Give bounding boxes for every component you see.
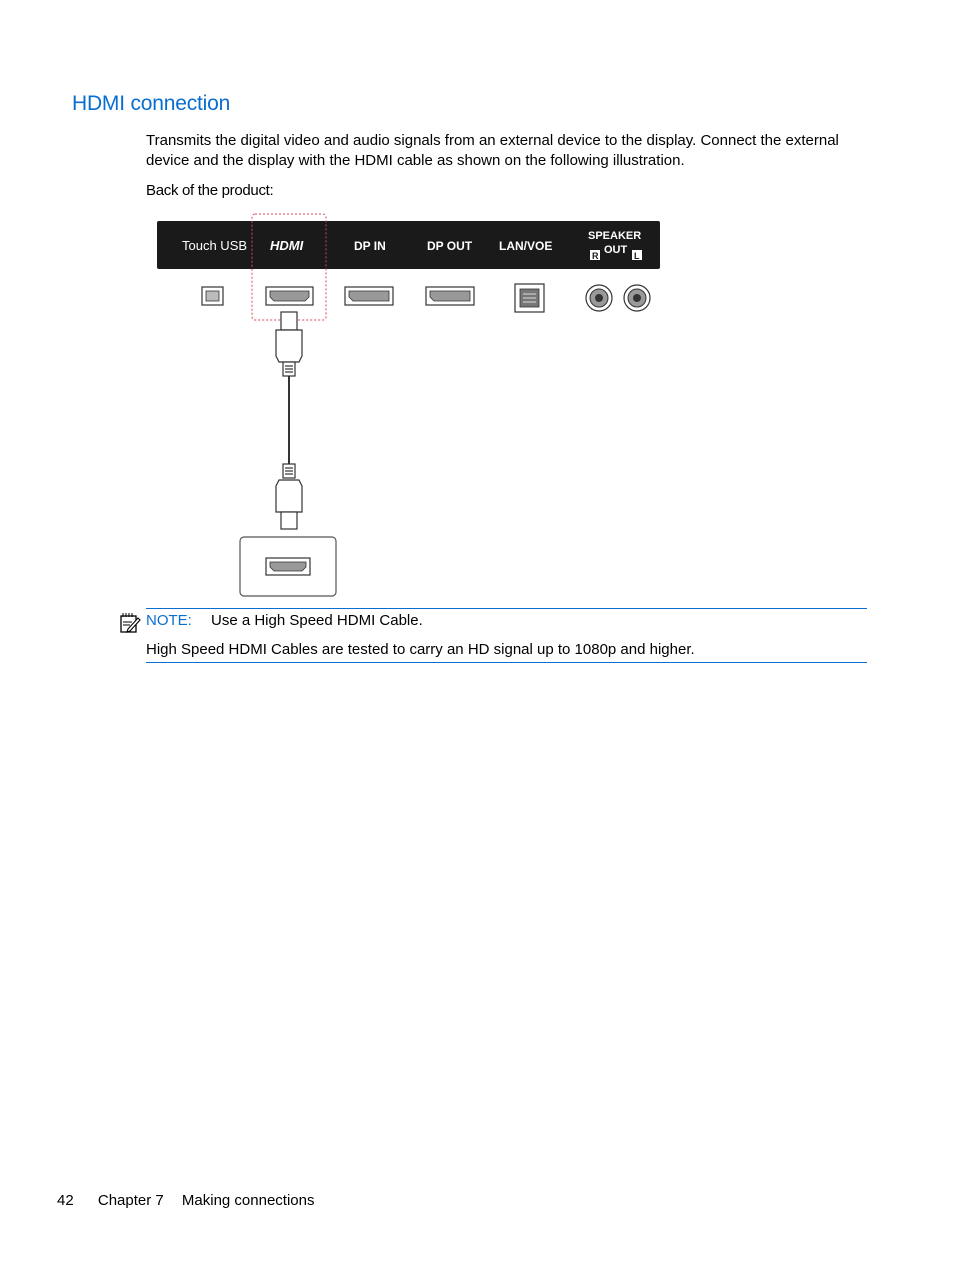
touch-usb-label: Touch USB: [182, 238, 248, 253]
page-footer: [57, 1192, 314, 1209]
speaker-r-label: R: [592, 251, 599, 261]
dp-out-port: [426, 287, 474, 305]
page-number: 42: [57, 1192, 74, 1209]
note-icon: [119, 612, 141, 634]
intro-paragraph: Transmits the digital video and audio signals from an external device to the display. Connect the external device and the display with the HDMI cable as shown on the following illustration.: [146, 132, 839, 169]
hdmi-port: [266, 287, 313, 305]
hdmi-cable-upper-plug: [276, 312, 302, 376]
hdmi-label: HDMI: [270, 238, 304, 253]
lan-port: [515, 284, 544, 312]
external-device: [240, 537, 336, 596]
dp-out-label: DP OUT: [427, 239, 473, 253]
dp-in-port: [345, 287, 393, 305]
speaker-label: SPEAKER: [588, 230, 642, 242]
speaker-out-label: OUT: [604, 244, 628, 256]
note-label: NOTE:: [146, 612, 192, 629]
chapter-number: Chapter 7: [97, 1192, 164, 1209]
hdmi-connection-illustration: [150, 206, 670, 601]
note-text: Use a High Speed HDMI Cable.: [211, 612, 423, 629]
speaker-out-l-jack: [624, 285, 650, 311]
chapter-title: Making connections: [181, 1192, 315, 1209]
touch-usb-port: [202, 287, 223, 305]
lan-voe-label: LAN/VOE: [499, 239, 553, 253]
note-box: [146, 608, 867, 663]
back-of-product-heading: Back of the product:: [146, 182, 274, 199]
section-title: HDMI connection: [72, 92, 231, 115]
dp-in-label: DP IN: [354, 239, 386, 253]
note-detail: High Speed HDMI Cables are tested to carry an HD signal up to 1080p and higher.: [146, 641, 695, 658]
speaker-out-r-jack: [586, 285, 612, 311]
speaker-l-label: L: [634, 251, 640, 261]
hdmi-cable-lower-plug: [276, 464, 302, 529]
